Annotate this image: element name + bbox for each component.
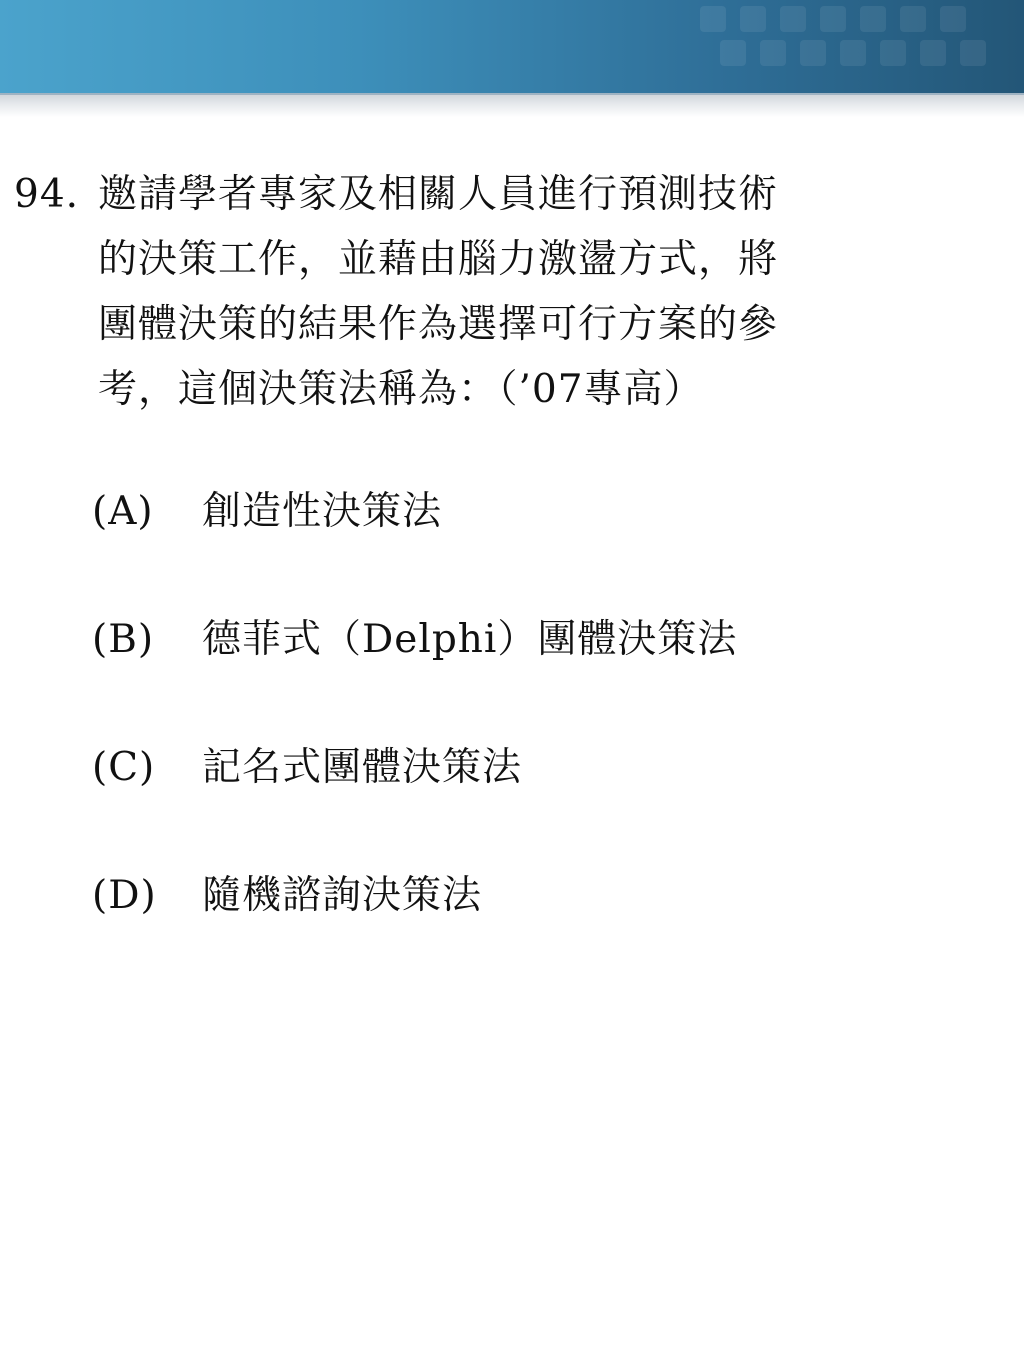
option-d-text: 隨機諮詢決策法 [202,873,483,918]
header-decor-tile [780,6,806,32]
header-decor-tile [800,40,826,66]
header-shadow [0,93,1024,117]
header-decor-tile [820,6,846,32]
option-d-label: (D) [92,873,157,918]
option-c [92,736,992,800]
header-decor-tile [900,6,926,32]
question-line: 邀請學者專家及相關人員進行預測技術 [98,172,779,217]
header-decor-tile [860,6,886,32]
question-line: 的決策工作，並藉由腦力激盪方式，將 [98,237,779,282]
option-b-label: (B) [92,617,155,662]
header-decor-tile [760,40,786,66]
header-decor-tile [700,6,726,32]
header-decor-tile [840,40,866,66]
header-divider [0,93,1024,95]
header-decor-tile [940,6,966,32]
header-decor-tile [720,40,746,66]
option-a [92,480,992,544]
option-b [92,608,992,672]
question-line: 團體決策的結果作為選擇可行方案的參 [98,302,779,347]
option-b-text: 德菲式（Delphi）團體決策法 [202,617,738,662]
question-text [98,162,1004,422]
option-c-label: (C) [92,745,156,790]
header-decor-tile [740,6,766,32]
header-banner [0,0,1024,93]
header-decor-tile [880,40,906,66]
answer-options [92,480,992,992]
header-decor-tile [960,40,986,66]
option-c-text: 記名式團體決策法 [202,745,523,790]
header-decor-tile [920,40,946,66]
question-number: 94. [14,172,80,217]
option-a-label: (A) [92,489,154,534]
option-d [92,864,992,928]
option-a-text: 創造性決策法 [202,489,443,534]
question-line: 考，這個決策法稱為：（’07專高） [98,367,704,412]
